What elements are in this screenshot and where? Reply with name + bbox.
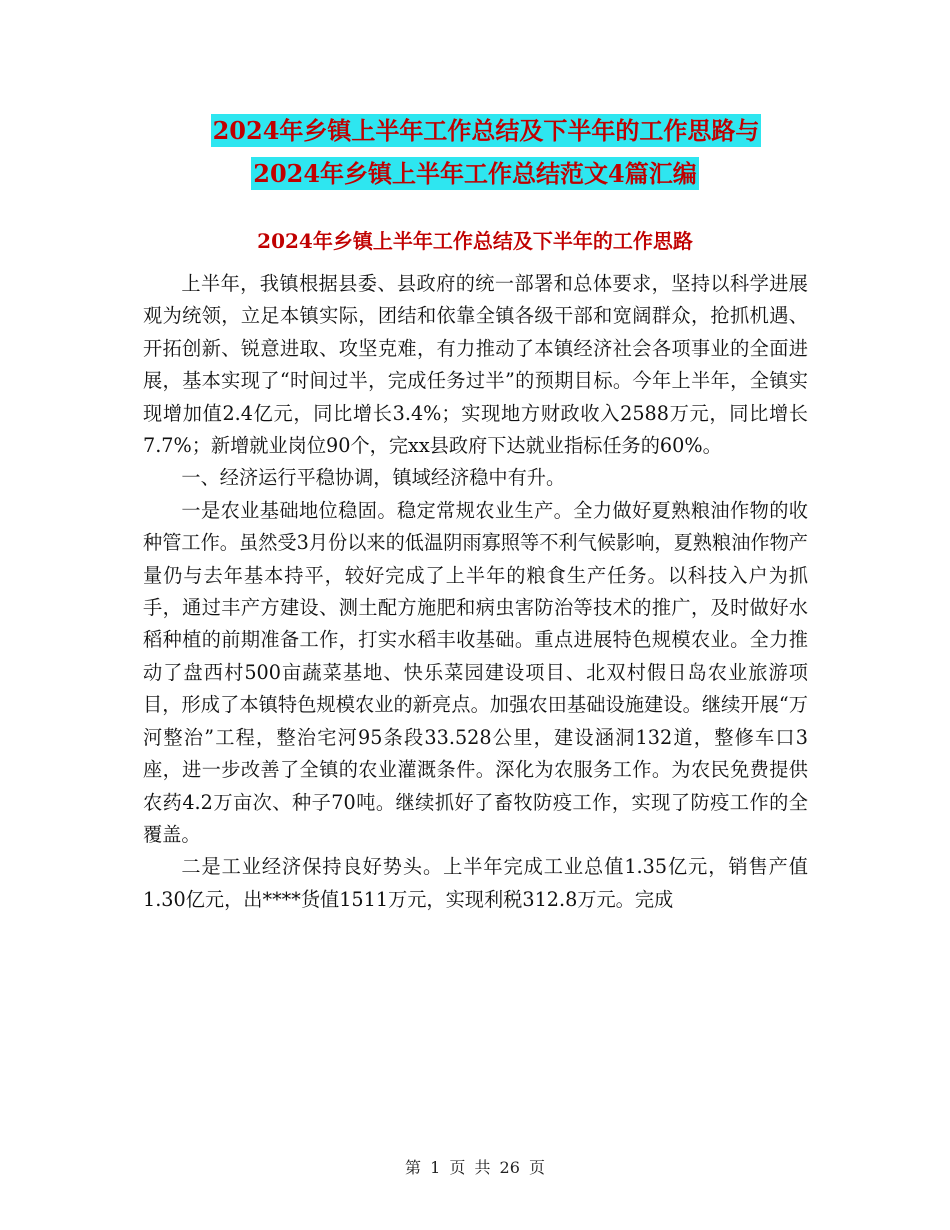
paragraph-intro: 上半年，我镇根据县委、县政府的统一部署和总体要求，坚持以科学进展观为统领，立足本镇实际，团结和依靠全镇各级干部和宽阔群众，抢抓机遇、开拓创新、锐意进取、攻坚克难，有力推动了本镇经济社会各项事业的全面进展，基本实现了“时间过半，完成任务过半”的预期目标。今年上半年，全镇实现增加值2.4亿元，同比增长3.4%；实现地方财政收入2588万元，同比增长7.7%；新增就业岗位90个，完xx县政府下达就业指标任务的60%。 (143, 272, 808, 458)
page-footer: 第 1 页 共 26 页 (405, 1158, 545, 1177)
section-title: 2024年乡镇上半年工作总结及下半年的工作思路 (257, 229, 693, 253)
document-title-line-2: 2024年乡镇上半年工作总结范文4篇汇编 (253, 159, 697, 188)
document-body (143, 268, 808, 916)
paragraph-industry: 二是工业经济保持良好势头。上半年完成工业总值1.35亿元，销售产值1.30亿元，出****货值1511万元，实现利税312.8万元。完成 (143, 855, 808, 911)
document-title-line-1: 2024年乡镇上半年工作总结及下半年的工作思路与 (212, 116, 760, 145)
paragraph-heading-1: 一、经济运行平稳协调，镇域经济稳中有升。 (181, 466, 566, 490)
paragraph-agriculture: 一是农业基础地位稳固。稳定常规农业生产。全力做好夏熟粮油作物的收种管工作。虽然受3月份以来的低温阴雨寡照等不利气候影响，夏熟粮油作物产量仍与去年基本持平，较好完成了上半年的粮食生产任务。以科技入户为抓手，通过丰产方建设、测土配方施肥和病虫害防治等技术的推广，及时做好水稻种植的前期准备工作，打实水稻丰收基础。重点进展特色规模农业。全力推动了盘西村500亩蔬菜基地、快乐菜园建设项目、北双村假日岛农业旅游项目，形成了本镇特色规模农业的新亮点。加强农田基础设施建设。继续开展“万河整治”工程，整治宅河95条段33.528公里，建设涵洞132道，整修车口3座，进一步改善了全镇的农业灌溉条件。深化为农服务工作。为农民免费提供农药4.2万亩次、种子70吨。继续抓好了畜牧防疫工作，实现了防疫工作的全覆盖。 (143, 498, 808, 846)
